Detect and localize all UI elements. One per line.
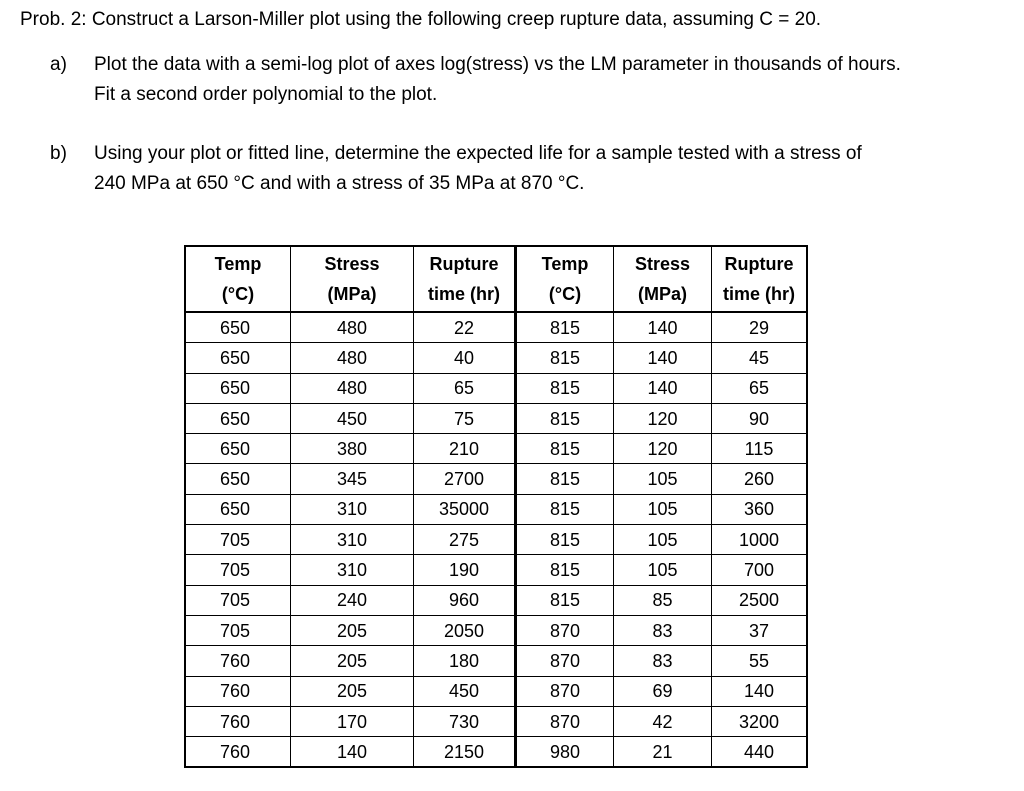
part-a-line-2: Fit a second order polynomial to the plot. [94,84,438,105]
table-row [185,464,807,494]
cell-stress-1: 480 [291,373,414,403]
table-row [185,555,807,585]
cell-rupture-1: 190 [414,555,516,585]
cell-temp-2: 815 [516,494,614,524]
header-stress-2: Stress (MPa) [614,246,712,312]
cell-temp-2: 815 [516,312,614,343]
cell-rupture-2: 45 [712,343,808,373]
cell-rupture-1: 40 [414,343,516,373]
cell-temp-1: 760 [185,676,291,706]
cell-stress-1: 310 [291,494,414,524]
cell-stress-2: 85 [614,585,712,615]
cell-stress-1: 480 [291,312,414,343]
cell-rupture-1: 450 [414,676,516,706]
cell-temp-2: 815 [516,555,614,585]
cell-temp-1: 705 [185,555,291,585]
part-b [50,139,862,199]
cell-stress-1: 205 [291,676,414,706]
table-row [185,343,807,373]
table-row [185,646,807,676]
cell-stress-2: 105 [614,525,712,555]
cell-rupture-1: 275 [414,525,516,555]
cell-stress-1: 205 [291,646,414,676]
cell-temp-1: 650 [185,494,291,524]
table-row [185,585,807,615]
cell-stress-1: 450 [291,403,414,433]
cell-rupture-2: 3200 [712,706,808,736]
header-temp-2: Temp (°C) [516,246,614,312]
cell-stress-2: 105 [614,464,712,494]
cell-rupture-1: 75 [414,403,516,433]
part-b-marker: b) [50,143,67,164]
cell-stress-2: 69 [614,676,712,706]
part-b-line-2: 240 MPa at 650 °C and with a stress of 35 MPa at 870 °C. [94,173,585,194]
cell-temp-2: 815 [516,525,614,555]
table-header-row [185,246,807,312]
cell-rupture-2: 700 [712,555,808,585]
cell-rupture-1: 22 [414,312,516,343]
table-row [185,737,807,768]
creep-rupture-table [184,245,808,768]
table-row [185,676,807,706]
cell-rupture-2: 260 [712,464,808,494]
table-row [185,525,807,555]
cell-stress-2: 21 [614,737,712,768]
cell-stress-1: 140 [291,737,414,768]
cell-rupture-1: 730 [414,706,516,736]
cell-stress-2: 105 [614,555,712,585]
table-row [185,403,807,433]
cell-rupture-2: 65 [712,373,808,403]
cell-rupture-2: 140 [712,676,808,706]
cell-stress-2: 140 [614,343,712,373]
header-temp-1: Temp (°C) [185,246,291,312]
cell-temp-2: 870 [516,676,614,706]
cell-stress-2: 140 [614,312,712,343]
cell-rupture-2: 37 [712,615,808,645]
cell-rupture-1: 2050 [414,615,516,645]
cell-rupture-1: 210 [414,434,516,464]
cell-temp-2: 815 [516,434,614,464]
cell-temp-2: 815 [516,373,614,403]
table-row [185,434,807,464]
cell-temp-1: 760 [185,737,291,768]
cell-rupture-1: 960 [414,585,516,615]
part-a [50,50,901,110]
cell-temp-1: 650 [185,343,291,373]
cell-temp-2: 870 [516,706,614,736]
header-rupture-2: Rupture time (hr) [712,246,808,312]
cell-rupture-2: 2500 [712,585,808,615]
cell-stress-2: 83 [614,646,712,676]
table-row [185,706,807,736]
cell-temp-1: 760 [185,646,291,676]
table-row [185,312,807,343]
cell-rupture-2: 440 [712,737,808,768]
cell-temp-1: 650 [185,434,291,464]
cell-temp-1: 760 [185,706,291,736]
cell-stress-2: 83 [614,615,712,645]
cell-rupture-1: 2700 [414,464,516,494]
cell-stress-1: 345 [291,464,414,494]
part-a-marker: a) [50,54,67,75]
table-row [185,494,807,524]
cell-temp-2: 815 [516,464,614,494]
header-rupture-1: Rupture time (hr) [414,246,516,312]
cell-temp-2: 815 [516,585,614,615]
cell-temp-2: 815 [516,403,614,433]
cell-temp-1: 650 [185,403,291,433]
cell-stress-2: 140 [614,373,712,403]
cell-rupture-1: 2150 [414,737,516,768]
cell-stress-2: 120 [614,434,712,464]
part-a-line-1: Plot the data with a semi-log plot of axes log(stress) vs the LM parameter in thousands of hours. [94,54,901,75]
cell-temp-1: 650 [185,312,291,343]
cell-rupture-1: 65 [414,373,516,403]
cell-temp-2: 815 [516,343,614,373]
cell-rupture-1: 35000 [414,494,516,524]
cell-rupture-2: 29 [712,312,808,343]
cell-temp-2: 870 [516,615,614,645]
cell-rupture-1: 180 [414,646,516,676]
cell-temp-1: 650 [185,373,291,403]
cell-stress-2: 42 [614,706,712,736]
part-b-line-1: Using your plot or fitted line, determine the expected life for a sample tested with a stress of [94,143,862,164]
cell-rupture-2: 115 [712,434,808,464]
cell-temp-2: 870 [516,646,614,676]
cell-temp-1: 705 [185,585,291,615]
cell-stress-2: 120 [614,403,712,433]
cell-temp-1: 705 [185,615,291,645]
cell-stress-1: 170 [291,706,414,736]
cell-rupture-2: 360 [712,494,808,524]
cell-stress-1: 240 [291,585,414,615]
cell-stress-2: 105 [614,494,712,524]
header-stress-1: Stress (MPa) [291,246,414,312]
cell-rupture-2: 1000 [712,525,808,555]
cell-temp-1: 650 [185,464,291,494]
cell-stress-1: 310 [291,525,414,555]
cell-rupture-2: 55 [712,646,808,676]
cell-rupture-2: 90 [712,403,808,433]
cell-stress-1: 310 [291,555,414,585]
cell-stress-1: 380 [291,434,414,464]
problem-title: Prob. 2: Construct a Larson-Miller plot using the following creep rupture data, assuming C = 20. [20,9,822,30]
table-row [185,373,807,403]
cell-stress-1: 205 [291,615,414,645]
table-row [185,615,807,645]
cell-temp-1: 705 [185,525,291,555]
cell-stress-1: 480 [291,343,414,373]
cell-temp-2: 980 [516,737,614,768]
